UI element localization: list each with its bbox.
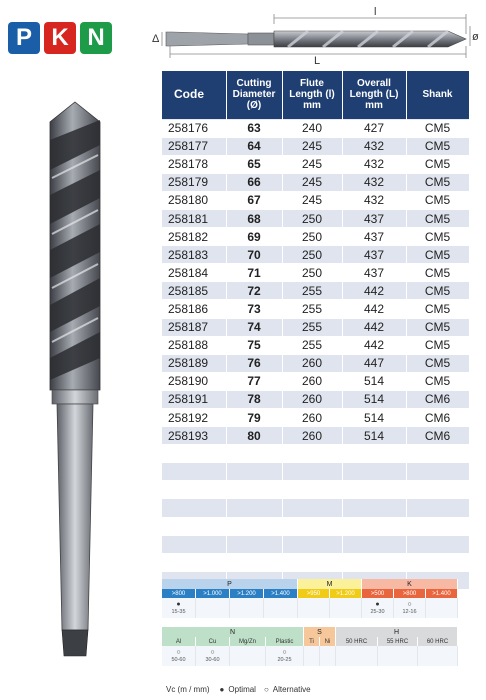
cell-code: 258192 (162, 409, 226, 427)
material-sub-5: Ni (320, 637, 336, 646)
drill-image (40, 100, 110, 660)
cell-overall: 514 (342, 409, 406, 427)
cell-flute: 260 (282, 427, 342, 445)
table-row (162, 228, 469, 246)
cell-dia: 74 (226, 318, 282, 336)
cell-code (162, 517, 226, 535)
material-value-3 (266, 646, 304, 666)
cell-dia: 76 (226, 354, 282, 372)
cell-dia: 67 (226, 191, 282, 209)
material-sub-4: >950 (298, 589, 330, 598)
cell-shank (406, 445, 469, 463)
material-value-1 (196, 646, 230, 666)
cell-flute: 260 (282, 409, 342, 427)
material-sub-7: >800 (394, 589, 426, 598)
cell-dia: 79 (226, 409, 282, 427)
cell-flute: 260 (282, 372, 342, 390)
cutting-speed-range: 12-16 (402, 609, 417, 615)
cell-overall (342, 481, 406, 499)
cell-flute (282, 463, 342, 481)
label-diameter: ø (472, 31, 479, 43)
table-body (162, 119, 469, 589)
cell-shank: CM5 (406, 336, 469, 354)
label-l: l (374, 6, 377, 18)
cell-code: 258191 (162, 390, 226, 408)
material-value-8 (418, 646, 458, 666)
cell-overall (342, 553, 406, 571)
header-code: Code (162, 71, 226, 119)
cell-code: 258178 (162, 155, 226, 173)
table-row (162, 336, 469, 354)
cell-dia: 80 (226, 427, 282, 445)
label-taper: Δ (152, 33, 160, 45)
cell-flute: 245 (282, 173, 342, 191)
cell-dia (226, 445, 282, 463)
header-cutting-diameter: Cutting Diameter (Ø) (226, 71, 282, 119)
cell-dia: 78 (226, 390, 282, 408)
cell-dia (226, 535, 282, 553)
table-row (162, 409, 469, 427)
material-group-1: M (298, 579, 362, 589)
table-row (162, 535, 469, 553)
material-grid-top (162, 579, 458, 618)
cell-dia: 75 (226, 336, 282, 354)
cell-shank: CM5 (406, 300, 469, 318)
material-sub-5: >1.200 (330, 589, 362, 598)
cell-flute: 255 (282, 282, 342, 300)
rating-mark-icon: ○ (210, 649, 215, 656)
material-sub-0: >800 (162, 589, 196, 598)
material-sub-4: Ti (304, 637, 320, 646)
material-value-3 (264, 598, 298, 618)
cell-shank: CM5 (406, 228, 469, 246)
cell-overall: 442 (342, 282, 406, 300)
material-group-2: H (336, 627, 458, 637)
cutting-speed-range: 30-60 (205, 657, 220, 663)
table-row (162, 209, 469, 227)
cell-flute: 260 (282, 390, 342, 408)
material-group-0: P (162, 579, 298, 589)
cell-overall (342, 463, 406, 481)
cell-overall: 514 (342, 427, 406, 445)
table-row (162, 499, 469, 517)
cell-shank: CM6 (406, 390, 469, 408)
cell-code: 258176 (162, 119, 226, 137)
material-value-6 (362, 598, 394, 618)
cell-flute: 260 (282, 354, 342, 372)
table-row (162, 318, 469, 336)
cell-dia: 64 (226, 137, 282, 155)
cell-shank: CM5 (406, 209, 469, 227)
cell-code: 258189 (162, 354, 226, 372)
badge-n: N (80, 22, 112, 54)
material-value-4 (304, 646, 320, 666)
header-overall-length: Overall Length (L) mm (342, 71, 406, 119)
cell-dia: 70 (226, 246, 282, 264)
table-row (162, 300, 469, 318)
rating-mark-icon: ● (375, 601, 380, 608)
material-value-4 (298, 598, 330, 618)
cell-overall: 437 (342, 264, 406, 282)
cell-flute: 250 (282, 228, 342, 246)
cutting-speed-range: 50-60 (171, 657, 186, 663)
cell-shank: CM5 (406, 264, 469, 282)
cell-code: 258179 (162, 173, 226, 191)
cell-shank (406, 517, 469, 535)
cell-shank: CM5 (406, 318, 469, 336)
table-row (162, 155, 469, 173)
material-sub-3: Plastic (266, 637, 304, 646)
header-shank: Shank (406, 71, 469, 119)
material-sub-1: Cu (196, 637, 230, 646)
table-row (162, 445, 469, 463)
cell-code: 258183 (162, 246, 226, 264)
material-value-8 (426, 598, 458, 618)
cell-shank (406, 535, 469, 553)
material-value-5 (330, 598, 362, 618)
material-value-1 (196, 598, 230, 618)
material-sub-8: >1.400 (426, 589, 458, 598)
cell-flute (282, 445, 342, 463)
table-row (162, 463, 469, 481)
material-value-5 (320, 646, 336, 666)
material-sub-3: >1.400 (264, 589, 298, 598)
cell-code (162, 463, 226, 481)
cell-dia: 71 (226, 264, 282, 282)
spec-table (162, 71, 470, 590)
legend-optimal: Optimal (228, 685, 256, 694)
cell-code (162, 553, 226, 571)
table-row (162, 427, 469, 445)
material-sub-6: 50 HRC (336, 637, 378, 646)
cell-flute (282, 481, 342, 499)
table-row (162, 553, 469, 571)
cell-dia (226, 517, 282, 535)
material-value-0 (162, 646, 196, 666)
cell-code: 258188 (162, 336, 226, 354)
table-row (162, 191, 469, 209)
cell-overall (342, 517, 406, 535)
cell-shank (406, 499, 469, 517)
material-sub-7: 55 HRC (378, 637, 418, 646)
rating-mark-icon: ○ (176, 649, 181, 656)
material-sub-1: >1.000 (196, 589, 230, 598)
cell-flute: 245 (282, 155, 342, 173)
material-value-7 (378, 646, 418, 666)
cell-shank (406, 553, 469, 571)
table-row (162, 137, 469, 155)
material-sub-2: Mg/Zn (230, 637, 266, 646)
cell-code (162, 481, 226, 499)
cell-flute (282, 499, 342, 517)
cutting-speed-range: 25-30 (370, 609, 385, 615)
cell-overall: 432 (342, 191, 406, 209)
cell-overall: 442 (342, 300, 406, 318)
cell-overall: 442 (342, 336, 406, 354)
cell-overall: 514 (342, 390, 406, 408)
cell-code: 258193 (162, 427, 226, 445)
cell-shank: CM5 (406, 119, 469, 137)
material-sub-0: Al (162, 637, 196, 646)
table-row (162, 246, 469, 264)
material-group-1: S (304, 627, 336, 637)
cell-shank: CM5 (406, 246, 469, 264)
cell-flute: 250 (282, 246, 342, 264)
cell-flute: 250 (282, 209, 342, 227)
table-row (162, 372, 469, 390)
material-value-2 (230, 646, 266, 666)
legend-vc: Vc (m / mm) (166, 685, 210, 694)
material-badges (8, 22, 112, 54)
material-value-0 (162, 598, 196, 618)
cell-overall: 432 (342, 173, 406, 191)
cell-flute: 250 (282, 264, 342, 282)
cell-dia: 65 (226, 155, 282, 173)
cell-shank: CM5 (406, 354, 469, 372)
material-group-0: N (162, 627, 304, 637)
cell-flute: 255 (282, 318, 342, 336)
cell-dia (226, 499, 282, 517)
cell-overall: 437 (342, 246, 406, 264)
cell-shank (406, 463, 469, 481)
material-sub-2: >1.200 (230, 589, 264, 598)
cell-shank (406, 481, 469, 499)
cell-shank: CM6 (406, 427, 469, 445)
cell-overall: 432 (342, 137, 406, 155)
cell-flute: 255 (282, 300, 342, 318)
cell-flute: 240 (282, 119, 342, 137)
cell-shank: CM5 (406, 173, 469, 191)
cell-flute (282, 553, 342, 571)
label-L: L (314, 55, 321, 67)
cell-overall: 427 (342, 119, 406, 137)
table-row (162, 173, 469, 191)
cell-overall (342, 445, 406, 463)
cutting-speed-range: 15-35 (171, 609, 186, 615)
cell-code (162, 535, 226, 553)
cell-code: 258186 (162, 300, 226, 318)
material-value-7 (394, 598, 426, 618)
material-grid-bottom (162, 627, 458, 666)
cell-flute: 245 (282, 191, 342, 209)
cell-code: 258181 (162, 209, 226, 227)
cell-overall (342, 499, 406, 517)
cell-dia: 69 (226, 228, 282, 246)
cell-code: 258190 (162, 372, 226, 390)
material-group-2: K (362, 579, 458, 589)
cell-overall: 447 (342, 354, 406, 372)
cell-shank: CM6 (406, 409, 469, 427)
cell-flute: 255 (282, 336, 342, 354)
cell-overall: 514 (342, 372, 406, 390)
badge-k: K (44, 22, 76, 54)
cell-shank: CM5 (406, 191, 469, 209)
badge-p: P (8, 22, 40, 54)
cell-code (162, 445, 226, 463)
header-flute-length: Flute Length (l) mm (282, 71, 342, 119)
table-header-row (162, 71, 469, 119)
rating-mark-icon: ● (176, 601, 181, 608)
cell-dia: 72 (226, 282, 282, 300)
cell-shank: CM5 (406, 372, 469, 390)
cell-code: 258187 (162, 318, 226, 336)
cell-code: 258182 (162, 228, 226, 246)
table-row (162, 354, 469, 372)
cell-dia: 68 (226, 209, 282, 227)
cell-overall: 437 (342, 209, 406, 227)
legend-alternative: Alternative (272, 685, 311, 694)
table-row (162, 517, 469, 535)
cell-code: 258184 (162, 264, 226, 282)
rating-mark-icon: ○ (282, 649, 287, 656)
table-row (162, 282, 469, 300)
material-sub-6: >500 (362, 589, 394, 598)
cell-overall: 437 (342, 228, 406, 246)
cell-dia (226, 463, 282, 481)
rating-mark-icon: ○ (407, 601, 412, 608)
cell-code: 258177 (162, 137, 226, 155)
cutting-speed-range: 20-25 (277, 657, 292, 663)
optimal-dot-icon: ● (219, 685, 225, 694)
table-row (162, 119, 469, 137)
cell-dia: 63 (226, 119, 282, 137)
cell-shank: CM5 (406, 155, 469, 173)
cell-overall: 442 (342, 318, 406, 336)
cell-flute (282, 517, 342, 535)
cell-shank: CM5 (406, 137, 469, 155)
cell-code: 258185 (162, 282, 226, 300)
table-row (162, 264, 469, 282)
cell-dia: 73 (226, 300, 282, 318)
cell-dia: 66 (226, 173, 282, 191)
cell-code: 258180 (162, 191, 226, 209)
cell-dia (226, 553, 282, 571)
cell-flute: 245 (282, 137, 342, 155)
material-sub-8: 60 HRC (418, 637, 458, 646)
table-row (162, 390, 469, 408)
cell-overall (342, 535, 406, 553)
alternative-circle-icon: ○ (263, 685, 269, 694)
legend (166, 685, 311, 694)
cell-dia: 77 (226, 372, 282, 390)
cell-flute (282, 535, 342, 553)
material-value-6 (336, 646, 378, 666)
dimension-diagram (148, 4, 479, 67)
cell-dia (226, 481, 282, 499)
material-value-2 (230, 598, 264, 618)
cell-shank: CM5 (406, 282, 469, 300)
cell-overall: 432 (342, 155, 406, 173)
table-row (162, 481, 469, 499)
cell-code (162, 499, 226, 517)
